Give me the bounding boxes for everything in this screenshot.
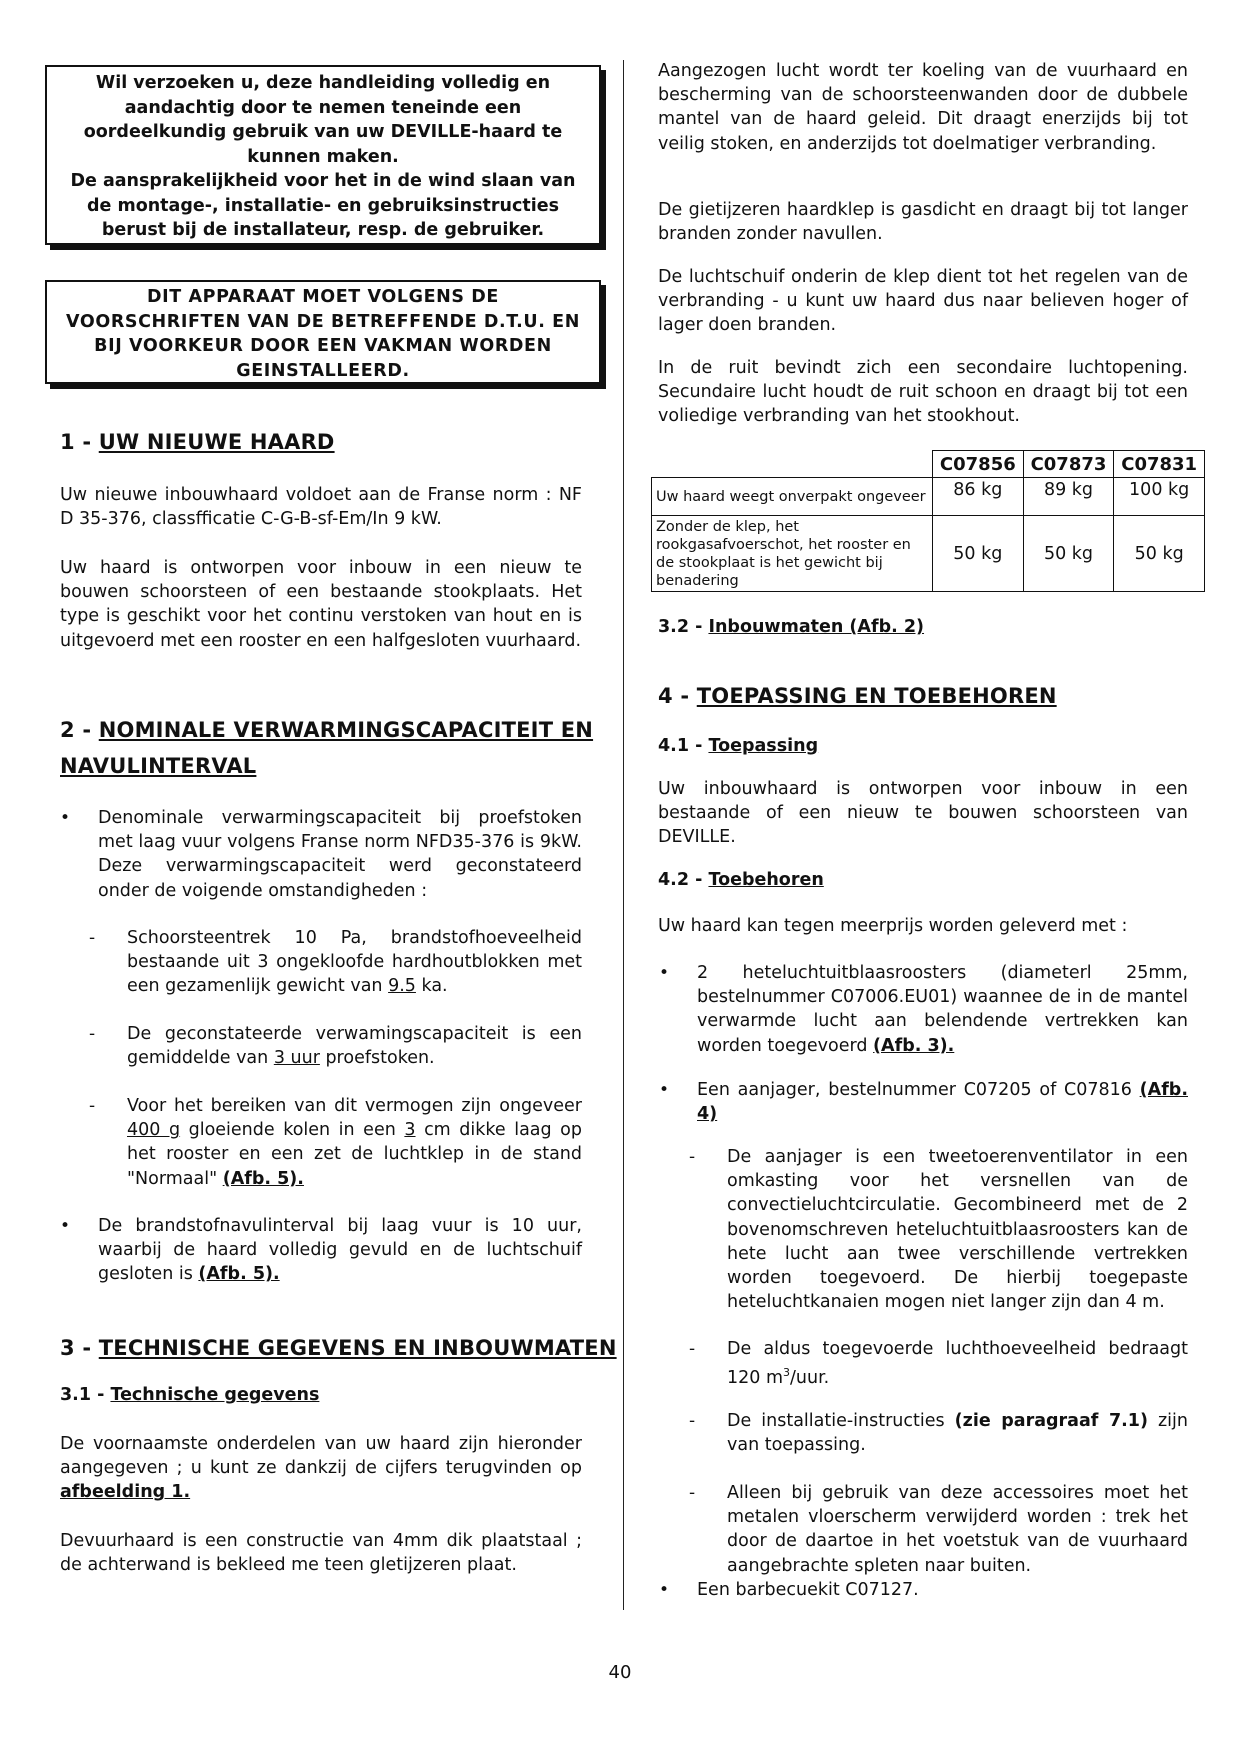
underlined-value: 400 g	[127, 1120, 181, 1141]
section-1-heading	[60, 424, 335, 460]
table-row-label: Zonder de klep, het rookgasafvoerschot, het rooster en de stookplaat is het gewicht bij benadering	[652, 516, 933, 592]
notice-line: kunnen maken.	[247, 146, 399, 167]
dash-marker: -	[689, 1411, 696, 1431]
subsection-number: 3.1 -	[60, 1385, 111, 1405]
dash-average-capacity	[89, 1022, 582, 1070]
table-cell: 89 kg	[1023, 478, 1114, 516]
underlined-value: 3 uur	[273, 1048, 320, 1069]
notice-line: oordeelkundig gebruik van uw DEVILLE-haard te	[83, 122, 563, 142]
section-4-2-paragraph: Uw haard kan tegen meerprijs worden geleverd met :	[658, 916, 1128, 936]
bullet-barbecue-kit	[659, 1578, 1188, 1602]
subsection-title: Technische gegevens	[110, 1385, 320, 1405]
dash-marker: -	[689, 1339, 696, 1359]
dash-text: /uur.	[790, 1368, 830, 1389]
section-1-paragraph-2: Uw haard is ontworpen voor inbouw in een nieuw te bouwen schoorsteen of een bestaande stookplaats. Het type is geschikt voor het continu verstoken van hout en is uitgevoerd met een rooster en een halfgesloten vuurhaard.	[60, 558, 582, 651]
table-cell: 86 kg	[933, 478, 1024, 516]
subsection-4-1-heading	[658, 734, 818, 758]
section-3-heading	[60, 1330, 617, 1366]
dash-air-volume	[689, 1337, 1188, 1390]
section-title: TECHNISCHE GEGEVENS EN INBOUWMATEN	[98, 1336, 617, 1360]
bullet-capacity	[60, 806, 582, 903]
figure-reference: (Afb. 3).	[873, 1035, 955, 1056]
dash-text: De installatie-instructies	[727, 1411, 955, 1431]
notice-line: de montage-, installatie- en gebruiksinstructies	[86, 195, 560, 216]
table-row-label: Uw haard weegt onverpakt ongeveer	[652, 478, 933, 516]
paragraph-reference: (zie paragraaf 7.1)	[954, 1411, 1148, 1431]
bullet-fan	[659, 1078, 1188, 1126]
column-divider	[623, 60, 624, 1610]
dash-marker: -	[689, 1483, 696, 1503]
page-number: 40	[608, 1662, 632, 1683]
section-number: 2 -	[60, 718, 99, 742]
figure-reference: (Afb. 4)	[697, 1080, 1188, 1125]
section-title: UW NIEUWE HAARD	[98, 430, 335, 454]
section-2-heading	[60, 712, 593, 784]
table-corner	[652, 451, 933, 478]
subsection-title: Toepassing	[708, 736, 819, 756]
section-3-paragraph-2: Devuurhaard is een constructie van 4mm dik plaatstaal ; de achterwand is bekleed me teen gletijzeren plaat.	[60, 1531, 582, 1576]
subsection-number: 4.1 -	[658, 736, 709, 756]
right-paragraph-1: Aangezogen lucht wordt ter koeling van de vuurhaard en bescherming van de schoorsteenwanden door de dubbele mantel van de haard geleid. Dit draagt enerzijds bij tot veilig stoken, en anderzijds tot doelmatiger verbranding.	[658, 61, 1188, 154]
bullet-marker: •	[60, 1216, 71, 1236]
section-number: 3 -	[60, 1336, 99, 1360]
bullet-text: Een aanjager, bestelnummer C07205 of C07816	[697, 1080, 1140, 1100]
subsection-number: 4.2 -	[658, 870, 709, 890]
bullet-hot-air-grilles	[659, 961, 1188, 1058]
section-title: TOEPASSING EN TOEBEHOREN	[696, 684, 1057, 708]
notice-line: GEINSTALLEERD.	[236, 360, 410, 381]
underlined-value: 9.5	[388, 976, 416, 997]
section-title-continued: NAVULINTERVAL	[60, 754, 257, 778]
figure-reference: (Afb. 5).	[198, 1264, 280, 1285]
bullet-marker: •	[60, 808, 71, 828]
table-header-row	[652, 451, 1205, 478]
section-4-heading	[658, 678, 1057, 714]
dash-text: Alleen bij gebruik van deze accessoires moet het metalen vloerscherm verwijderd worden : trek het door de daartoe in het voetstuk van de vuurhaard aangebrachte spleten naar buiten.	[727, 1483, 1188, 1576]
section-title: NOMINALE VERWARMINGSCAPACITEIT EN	[98, 718, 594, 742]
section-number: 1 -	[60, 430, 99, 454]
dash-chimney-draft	[89, 926, 582, 999]
subsection-title: Toebehoren	[708, 870, 824, 890]
subsection-3-2-heading	[658, 615, 924, 639]
table-cell: 100 kg	[1114, 478, 1205, 516]
bullet-text: 2 heteluchtuitblaasroosters (diameterl 25mm, bestelnummer C07006.EU01) waannee de in de mantel verwarmde lucht aan belendende vertrekken kan worden toegevoerd	[697, 963, 1188, 1056]
table-row	[652, 516, 1205, 592]
section-1-paragraph-1: Uw nieuwe inbouwhaard voldoet aan de Franse norm : NF D 35-376, classfficatie C-G-B-sf-Em/In 9 kW.	[60, 485, 582, 530]
dash-fan-description	[689, 1145, 1188, 1314]
notice-line: De aansprakelijkheid voor het in de wind slaan van	[70, 171, 576, 191]
dash-installation-instructions	[689, 1409, 1188, 1457]
table-cell: 50 kg	[933, 516, 1024, 592]
table-row	[652, 478, 1205, 516]
dash-glowing-coals	[89, 1094, 582, 1191]
section-3-paragraph-1	[60, 1432, 582, 1505]
table-header: C07856	[933, 451, 1024, 478]
dash-text: cm dikke laag op het rooster en een zet de luchtklep in de stand "Normaal"	[127, 1120, 582, 1189]
dash-text: Schoorsteentrek 10 Pa, brandstofhoeveelheid bestaande uit 3 ongekloofde hardhoutblokken met een gezamenlijk gewicht van	[127, 928, 582, 997]
bullet-refill-interval	[60, 1214, 582, 1287]
dash-text: De aanjager is een tweetoerenventilator in een omkasting voor het versnellen van de convectieluchtcirculatie. Gecombineerd met de 2 bovenomschreven heteluchtuitblaasroosters kan de hete lucht aan twee verschillende vertrekken worden toegevoerd. De hierbij toegepaste heteluchtkanaien mogen niet langer zijn dan 4 m.	[727, 1147, 1188, 1313]
installation-notice	[45, 280, 601, 384]
section-number: 4 -	[658, 684, 697, 708]
paragraph-text: De voornaamste onderdelen van uw haard zijn hieronder aangegeven ; u kunt ze dankzij de cijfers terugvinden op	[60, 1434, 582, 1479]
table-cell: 50 kg	[1114, 516, 1205, 592]
dash-text: gloeiende kolen in een	[180, 1120, 405, 1141]
right-paragraph-2: De gietijzeren haardklep is gasdicht en draagt bij tot langer branden zonder navullen.	[658, 200, 1188, 245]
subsection-3-1-heading	[60, 1383, 319, 1407]
right-paragraph-4: In de ruit bevindt zich een secondaire luchtopening. Secundaire lucht houdt de ruit schoon en draagt bij tot een voliedige verbranding van het stookhout.	[658, 358, 1188, 427]
dash-floor-screen	[689, 1481, 1188, 1578]
dash-text: ka.	[415, 976, 448, 997]
notice-line: aandachtig door te nemen teneinde een	[124, 97, 522, 118]
table-header: C07873	[1023, 451, 1114, 478]
table-header: C07831	[1114, 451, 1205, 478]
dash-marker: -	[89, 1024, 96, 1044]
notice-line: berust bij de installateur, resp. de gebruiker.	[101, 220, 545, 240]
dash-text: zijn van toepassing.	[727, 1411, 1188, 1456]
bullet-text: Een barbecuekit C07127.	[697, 1580, 919, 1600]
table-cell: 50 kg	[1023, 516, 1114, 592]
bullet-marker: •	[659, 963, 670, 983]
bullet-marker: •	[659, 1080, 670, 1100]
notice-line: Wil verzoeken u, deze handleiding volledig en	[95, 73, 551, 93]
notice-line: BIJ VOORKEUR DOOR EEN VAKMAN WORDEN	[94, 336, 552, 356]
superscript: 3	[783, 1366, 791, 1380]
dash-marker: -	[89, 1096, 96, 1116]
dash-text: Voor het bereiken van dit vermogen zijn ongeveer	[127, 1096, 582, 1116]
subsection-number: 3.2 -	[658, 617, 709, 637]
bullet-text: De brandstofnavulinterval bij laag vuur is 10 uur, waarbij de haard volledig gevuld en de luchtschuif gesloten is	[98, 1216, 582, 1285]
figure-reference: (Afb. 5).	[222, 1168, 304, 1189]
bullet-text: Denominale verwarmingscapaciteit bij proefstoken met laag vuur volgens Franse norm NFD35-376 is 9kW. Deze verwarmingscapaciteit werd geconstateerd onder de voigende omstandigheden :	[98, 808, 582, 901]
dash-text: De geconstateerde verwamingscapaciteit is een gemiddelde van	[127, 1024, 582, 1069]
notice-line: DIT APPARAAT MOET VOLGENS DE	[147, 287, 499, 307]
right-paragraph-3: De luchtschuif onderin de klep dient tot het regelen van de verbranding - u kunt uw haard dus naar believen hoger of lager doen branden.	[658, 267, 1188, 336]
subsection-title: Inbouwmaten (Afb. 2)	[708, 617, 925, 637]
responsibility-notice	[45, 65, 601, 245]
underlined-value: 3	[404, 1120, 416, 1141]
dash-text: De aldus toegevoerde luchthoeveelheid bedraagt 120 m	[727, 1339, 1188, 1389]
dash-text: proefstoken.	[319, 1048, 435, 1069]
weight-table	[651, 450, 1205, 592]
dash-marker: -	[689, 1147, 696, 1167]
section-4-1-paragraph: Uw inbouwhaard is ontworpen voor inbouw in een bestaande of een nieuw te bouwen schoorsteen van DEVILLE.	[658, 779, 1188, 848]
subsection-4-2-heading	[658, 868, 824, 892]
bullet-marker: •	[659, 1580, 670, 1600]
notice-line: VOORSCHRIFTEN VAN DE BETREFFENDE D.T.U. EN	[66, 311, 580, 332]
figure-reference: afbeelding 1.	[60, 1482, 191, 1503]
dash-marker: -	[89, 928, 96, 948]
